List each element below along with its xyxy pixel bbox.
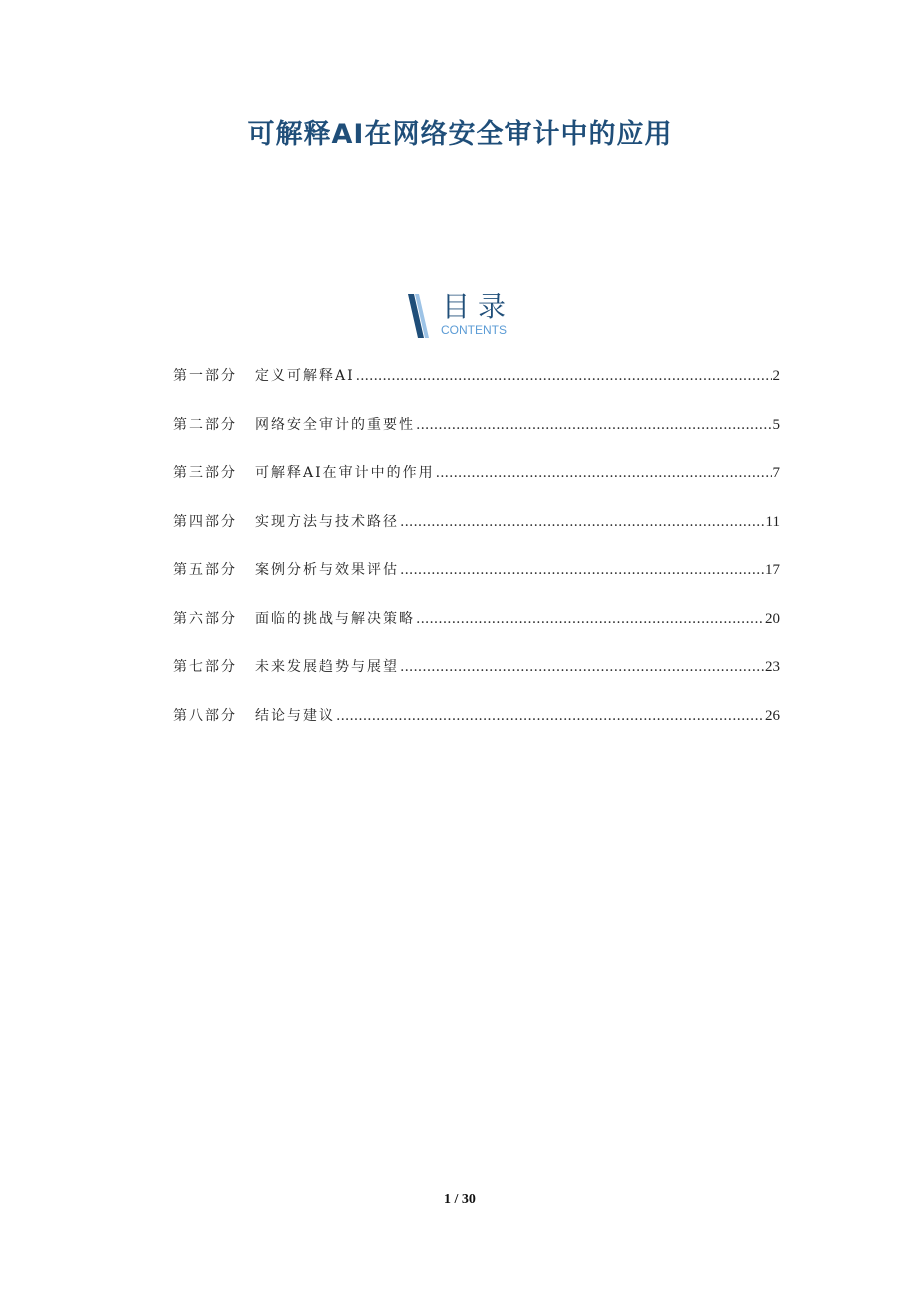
toc-item-page: 23 xyxy=(765,659,780,675)
toc-item-part: 第五部分 xyxy=(173,562,237,578)
toc-item-part: 第四部分 xyxy=(173,513,237,530)
toc-item-page: 11 xyxy=(765,513,780,530)
table-of-contents xyxy=(173,366,780,754)
toc-item-title: 定义可解释AI xyxy=(255,368,355,384)
toc-subheading: CONTENTS xyxy=(441,323,507,337)
toc-heading: 目录 xyxy=(442,290,515,323)
toc-item-title: 可解释AI在审计中的作用 xyxy=(255,465,435,481)
toc-item-title: 面临的挑战与解决策略 xyxy=(255,610,415,627)
toc-item-page: 7 xyxy=(772,465,780,481)
toc-item-part: 第二部分 xyxy=(173,416,237,433)
toc-leader-dots xyxy=(416,415,772,435)
toc-item-title: 网络安全审计的重要性 xyxy=(255,416,415,433)
toc-item-4[interactable] xyxy=(173,512,780,561)
toc-item-5[interactable] xyxy=(173,560,780,609)
toc-item-page: 2 xyxy=(772,368,780,384)
toc-item-6[interactable] xyxy=(173,609,780,658)
toc-item-7[interactable] xyxy=(173,657,780,706)
toc-leader-dots xyxy=(400,560,764,580)
toc-item-page: 5 xyxy=(772,416,780,433)
toc-item-title: 实现方法与技术路径 xyxy=(255,513,399,530)
toc-header xyxy=(406,290,536,340)
toc-logo-icon xyxy=(406,294,434,338)
toc-item-part: 第七部分 xyxy=(173,659,237,675)
toc-item-part: 第三部分 xyxy=(173,465,237,481)
toc-item-3[interactable] xyxy=(173,463,780,512)
toc-item-page: 20 xyxy=(765,610,780,627)
toc-item-title: 未来发展趋势与展望 xyxy=(255,659,399,675)
toc-leader-dots xyxy=(436,463,772,483)
toc-item-page: 26 xyxy=(765,707,780,724)
toc-leader-dots xyxy=(356,366,772,386)
toc-leader-dots xyxy=(400,657,764,677)
toc-item-part: 第六部分 xyxy=(173,610,237,627)
toc-item-title: 结论与建议 xyxy=(255,707,335,724)
toc-item-2[interactable] xyxy=(173,415,780,464)
page-number: 1 / 30 xyxy=(444,1192,476,1207)
document-title: 可解释AI在网络安全审计中的应用 xyxy=(247,119,673,150)
toc-leader-dots xyxy=(416,609,764,629)
toc-leader-dots xyxy=(336,706,764,726)
toc-item-8[interactable] xyxy=(173,706,780,755)
toc-item-part: 第八部分 xyxy=(173,707,237,724)
toc-leader-dots xyxy=(400,512,765,532)
toc-item-part: 第一部分 xyxy=(173,368,237,384)
toc-item-title: 案例分析与效果评估 xyxy=(255,562,399,578)
toc-item-page: 17 xyxy=(765,562,780,578)
toc-item-1[interactable] xyxy=(173,366,780,415)
